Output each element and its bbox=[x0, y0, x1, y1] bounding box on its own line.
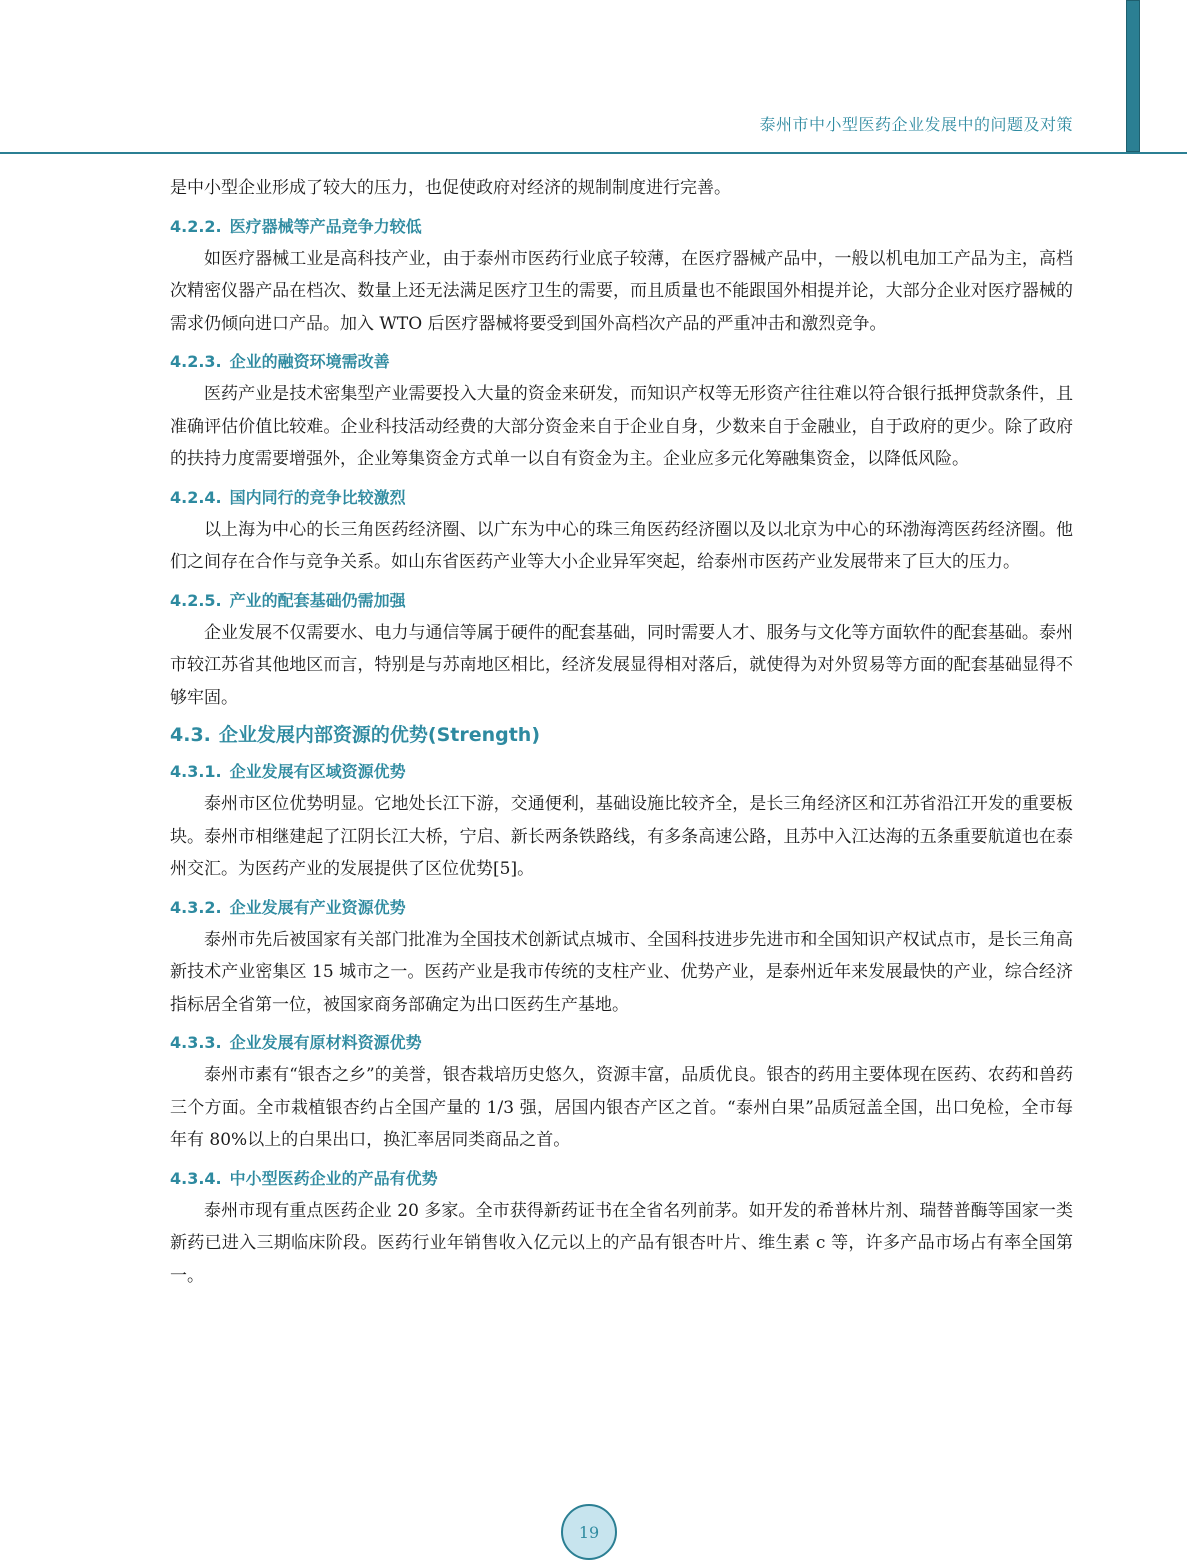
paragraph: 是中小型企业形成了较大的压力，也促使政府对经济的规制制度进行完善。 bbox=[170, 178, 731, 198]
section-number: 4.2.2. bbox=[170, 216, 222, 236]
section-title: 医疗器械等产品竞争力较低 bbox=[229, 216, 422, 236]
paragraph: 以上海为中心的长三角医药经济圈、以广东为中心的珠三角医药经济圈以及以北京为中心的环渤海湾医药经济圈。他们之间存在合作与竞争关系。如山东省医药产业等大小企业异军突起，给泰州市医药产业发展带来了巨大的压力。 bbox=[170, 519, 1073, 572]
section-heading-4-2-3 bbox=[170, 348, 1073, 376]
section-heading-4-2-4 bbox=[170, 484, 1073, 512]
section-heading-4-3 bbox=[170, 720, 1073, 750]
header-rule bbox=[0, 152, 1187, 154]
section-title: 企业发展有原材料资源优势 bbox=[229, 1033, 422, 1052]
section-title: 企业发展有区域资源优势 bbox=[229, 762, 406, 781]
section-number: 4.3.1. bbox=[170, 762, 222, 781]
paragraph: 如医疗器械工业是高科技产业，由于泰州市医药行业底子较薄，在医疗器械产品中，一般以机电加工产品为主，高档次精密仪器产品在档次、数量上还无法满足医疗卫生的需要，而且质量也不能跟国外相提并论，大部分企业对医疗器械的需求仍倾向进口产品。加入 WTO 后医疗器械将要受到国外高档次产品的严重冲击和激烈竞争。 bbox=[170, 248, 1073, 334]
section-title: 企业发展内部资源的优势(Strength) bbox=[218, 724, 541, 746]
paragraph: 泰州市现有重点医药企业 20 多家。全市获得新药证书在全省名列前茅。如开发的希普林片剂、瑞替普酶等国家一类新药已进入三期临床阶段。医药行业年销售收入亿元以上的产品有银杏叶片、维生素 c 等，许多产品市场占有率全国第一。 bbox=[170, 1200, 1073, 1286]
paragraph: 泰州市先后被国家有关部门批准为全国技术创新试点城市、全国科技进步先进市和全国知识产权试点市，是长三角高新技术产业密集区 15 城市之一。医药产业是我市传统的支柱产业、优势产业，是泰州近年来发展最快的产业，综合经济指标居全省第一位，被国家商务部确定为出口医药生产基地。 bbox=[170, 929, 1073, 1015]
paragraph: 企业发展不仅需要水、电力与通信等属于硬件的配套基础，同时需要人才、服务与文化等方面软件的配套基础。泰州市较江苏省其他地区而言，特别是与苏南地区相比，经济发展显得相对落后，就使得为对外贸易等方面的配套基础显得不够牢固。 bbox=[170, 622, 1073, 708]
section-title: 企业的融资环境需改善 bbox=[229, 352, 390, 371]
section-number: 4.3.4. bbox=[170, 1168, 222, 1188]
section-number: 4.3.3. bbox=[170, 1033, 222, 1052]
running-title: 泰州市中小型医药企业发展中的问题及对策 bbox=[759, 115, 1073, 134]
section-number: 4.2.4. bbox=[170, 487, 222, 507]
header-accent-bar bbox=[1126, 0, 1140, 152]
section-title: 中小型医药企业的产品有优势 bbox=[229, 1168, 438, 1188]
section-title: 企业发展有产业资源优势 bbox=[229, 897, 406, 917]
section-heading-4-3-2 bbox=[170, 894, 1073, 922]
section-title: 国内同行的竞争比较激烈 bbox=[229, 487, 406, 507]
paragraph: 泰州市区位优势明显。它地处长江下游，交通便利，基础设施比较齐全，是长三角经济区和江苏省沿江开发的重要板块。泰州市相继建起了江阴长江大桥，宁启、新长两条铁路线，有多条高速公路，且苏中入江达海的五条重要航道也在泰州交汇。为医药产业的发展提供了区位优势[5]。 bbox=[170, 794, 1073, 879]
paragraph: 医药产业是技术密集型产业需要投入大量的资金来研发，而知识产权等无形资产往往难以符合银行抵押贷款条件，且准确评估价值比较难。企业科技活动经费的大部分资金来自于企业自身，少数来自于金融业，自于政府的更少。除了政府的扶持力度需要增强外，企业筹集资金方式单一以自有资金为主。企业应多元化筹融集资金，以降低风险。 bbox=[170, 384, 1073, 469]
section-heading-4-2-2 bbox=[170, 213, 1073, 241]
page-number: 19 bbox=[578, 1522, 600, 1542]
paragraph: 泰州市素有“银杏之乡”的美誉，银杏栽培历史悠久，资源丰富，品质优良。银杏的药用主要体现在医药、农药和兽药三个方面。全市栽植银杏约占全国产量的 1/3 强，居国内银杏产区之首。“泰州白果”品质冠盖全国，出口免检，全市每年有 80%以上的白果出口，换汇率居同类商品之首。 bbox=[170, 1065, 1073, 1150]
section-number: 4.2.3. bbox=[170, 352, 222, 371]
section-heading-4-3-3 bbox=[170, 1029, 1073, 1057]
section-title: 产业的配套基础仍需加强 bbox=[229, 590, 406, 610]
page-number-badge bbox=[561, 1504, 617, 1560]
section-number: 4.3. bbox=[170, 724, 211, 746]
section-heading-4-3-4 bbox=[170, 1165, 1073, 1193]
section-number: 4.2.5. bbox=[170, 590, 222, 610]
section-heading-4-3-1 bbox=[170, 758, 1073, 786]
section-heading-4-2-5 bbox=[170, 587, 1073, 615]
page-content bbox=[170, 172, 1073, 1292]
section-number: 4.3.2. bbox=[170, 897, 222, 917]
